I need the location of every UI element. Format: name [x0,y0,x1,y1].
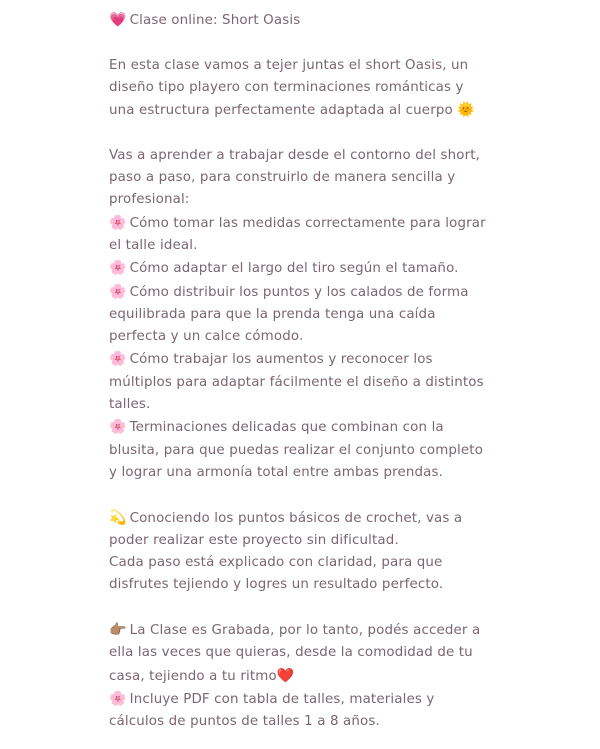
learn-item [109,348,489,416]
pdf-paragraph [109,688,489,734]
pdf-text: Incluye PDF con tabla de talles, materiales y cálculos de puntos de talles 1 a 8 años. [109,691,435,730]
cherry-blossom-icon: 🌸 [109,214,127,231]
cherry-blossom-icon: 🌸 [109,283,127,300]
pink-heart-icon: 💗 [109,12,127,28]
cherry-blossom-icon: 🌸 [109,351,127,368]
learn-item-text: Cómo tomar las medidas correctamente para lograr el talle ideal. [109,215,486,253]
spacer [109,597,489,619]
dizzy-star-icon: 💫 [109,509,127,526]
spacer [109,32,489,54]
recorded-text: La Clase es Grabada, por lo tanto, podés acceder a ella las veces que quieras, desde la comodidad de tu casa, tejiendo a tu ritmo [109,623,481,684]
intro-text: En esta clase vamos a tejer juntas el short Oasis, un diseño tipo playero con terminaciones románticas y una estructura perfectamente adaptada al cuerpo [109,57,469,119]
spacer [109,122,489,144]
learn-intro: Vas a aprender a trabajar desde el contorno del short, paso a paso, para construirlo de manera sencilla y profesional: [109,147,481,208]
sun-icon: 🌞 [457,102,475,119]
class-title-text: Clase online: Short Oasis [129,13,301,28]
steps-paragraph: Cada paso está explicado con claridad, para que disfrutes tejiendo y logres un resultado perfecto. [109,555,444,593]
learn-item [109,416,489,484]
pointing-hand-icon: 👉🏽 [109,622,127,639]
learn-item-text: Cómo distribuir los puntos y los calados de forma equilibrada para que la prenda tenga una caída perfecta y un calce cómodo. [109,284,469,345]
learn-item [109,257,489,280]
learn-item-text: Cómo trabajar los aumentos y reconocer los múltiplos para adaptar fácilmente el diseño a distintos talles. [109,352,484,413]
red-heart-icon: ❤️ [276,667,295,684]
learn-item [109,212,489,258]
basics-paragraph [109,507,489,553]
cherry-blossom-icon: 🌸 [109,690,127,707]
class-title [109,9,489,32]
learn-item [109,281,489,349]
class-description [109,9,489,734]
spacer [109,484,489,506]
cherry-blossom-icon: 🌸 [109,419,127,436]
cherry-blossom-icon: 🌸 [109,260,127,277]
learn-item-text: Cómo adaptar el largo del tiro según el tamaño. [129,261,459,277]
learn-item-text: Terminaciones delicadas que combinan con la blusita, para que puedas realizar el conjunto completo y lograr una armonía total entre ambas prendas. [109,420,484,480]
basics-text: Conociendo los puntos básicos de crochet, vas a poder realizar este proyecto sin dificultad. [109,510,463,548]
recorded-paragraph [109,619,489,688]
intro-paragraph [109,55,489,123]
